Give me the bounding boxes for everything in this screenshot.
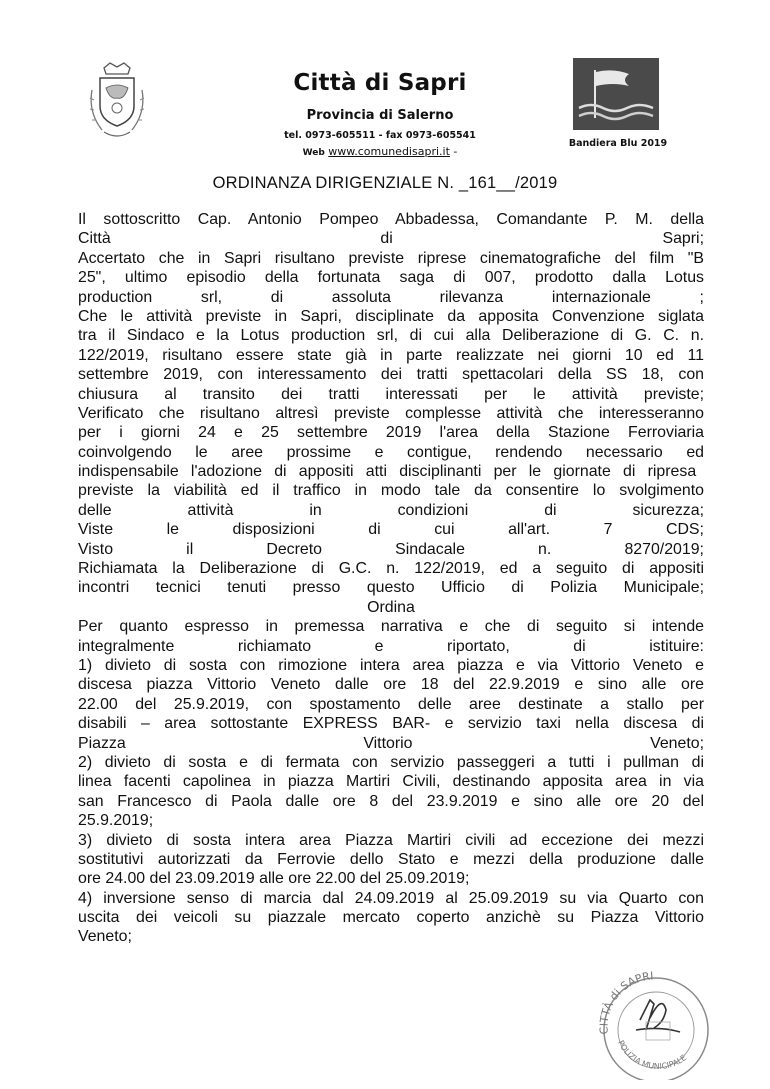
web-line [240,145,520,158]
text-segment: delle [78,501,112,519]
text-segment: Accertato che in Sapri risultano previste riprese cinematografiche del film "B [78,249,704,267]
text-line [78,656,704,675]
text-segment: di [573,637,586,655]
text-segment: Veneto; [650,734,704,752]
text-segment: indispensabile l'adozione di appositi atti disciplinanti per le giornate di ripresa [78,463,697,481]
text-line [78,385,704,404]
text-segment: Per quanto espresso in premessa narrativa e che di seguito si intende [78,618,704,636]
text-segment: disabili – area sottostante EXPRESS BAR- e servizio taxi nella discesa di [78,715,704,733]
text-line [78,365,704,384]
text-segment: 3) divieto di sosta intera area Piazza Martiri civili ad eccezione dei mezzi [78,831,704,849]
text-segment: Richiamata la Deliberazione di G.C. n. 122/2019, ed a seguito di appositi [78,560,704,578]
text-line [78,714,704,733]
stamp-text-bottom: POLIZIA MUNICIPALE [616,1038,689,1072]
text-line [78,501,704,520]
province-label: Provincia di Salerno [306,108,454,123]
text-segment: rilevanza [439,288,504,306]
text-line [78,753,704,772]
text-segment: 7 [603,521,613,539]
text-segment: Vittorio [363,734,413,752]
text-segment: Piazza [78,734,126,752]
text-line [78,637,704,656]
text-segment: Visto [78,540,114,558]
text-segment: Viste [78,521,114,539]
text-segment: internazionale [551,288,651,306]
text-segment: 25.9.2019; [78,812,154,830]
text-segment: Sapri; [662,230,704,248]
text-line [78,307,704,326]
text-line [78,481,704,500]
text-segment: 25", ultimo episodio della fortunata saga di 007, prodotto dalla Lotus [78,269,704,287]
text-line [78,288,704,307]
text-segment: disposizioni [232,521,315,539]
text-segment: assoluta [331,288,391,306]
text-segment: 1) divieto di sosta con rimozione intera area piazza e via Vittorio Veneto e [78,656,704,674]
text-segment: previste la viabilità ed il traffico in modo tale da consentire lo svolgimento [78,482,704,500]
text-line [78,210,704,229]
text-segment: condizioni [397,501,469,519]
text-segment: uscita dei veicoli su piazzale mercato coperto anzichè su Piazza Vittorio [78,909,704,927]
web-suffix: - [453,145,458,158]
text-line [78,811,704,830]
text-segment: sicurezza; [632,501,704,519]
text-segment: Veneto; [78,928,132,946]
text-line [78,869,704,888]
text-line [78,249,704,268]
city-crest-icon [86,60,148,144]
text-line [78,831,704,850]
text-segment: cui [434,521,455,539]
text-segment: Che le attività previste in Sapri, disciplinate da apposita Convenzione siglata [78,307,704,325]
text-segment: e [374,637,384,655]
text-line [78,229,704,248]
municipal-stamp [580,960,720,1080]
text-line [78,850,704,869]
text-line [78,675,704,694]
text-segment: CDS; [665,521,704,539]
text-line [78,268,704,287]
text-line [78,443,704,462]
text-segment: il [186,540,194,558]
text-segment: Decreto [266,540,322,558]
text-segment: 122/2019, risultano essere state già in parte realizzate nei giorni 10 ed 11 [78,346,704,364]
text-line [78,540,704,559]
text-line [78,927,704,946]
website-link[interactable]: www.comunedisapri.it [328,145,450,158]
text-line [78,772,704,791]
text-segment: di [270,288,284,306]
text-segment: chiusura al transito dei tratti interessati per le attività previste; [78,385,704,403]
text-line [78,346,704,365]
text-segment: Sindacale [395,540,465,558]
text-segment: richiamato [237,637,312,655]
text-line [78,792,704,811]
text-line [78,695,704,714]
text-segment: Ordina [367,598,415,616]
letterhead [240,70,520,158]
text-segment: Verificato che risultano altresì previste complesse attività che interesseranno [78,404,704,422]
text-segment: Il sottoscritto Cap. Antonio Pompeo Abbadessa, Comandante P. M. della [78,211,704,228]
text-line [78,908,704,927]
text-segment: 22.00 del 25.9.2019, con spostamento delle aree destinate a stallo per [78,695,704,713]
text-segment: 2) divieto di sosta e di fermata con servizio passeggeri a tutti i pullman di [78,753,704,771]
text-line [78,559,704,578]
text-line [78,520,704,539]
signature [636,1000,680,1032]
text-line [78,617,704,636]
text-line [78,578,704,597]
text-line [78,889,704,908]
text-segment: le [166,521,179,539]
blue-flag-logo [573,58,659,130]
text-segment: di [544,501,557,519]
text-segment: per i giorni 24 e 25 settembre 2019 l'area della Stazione Ferroviaria [78,424,704,442]
text-segment: n. [538,540,552,558]
web-prefix: Web [302,148,325,158]
text-segment: in [309,501,322,519]
text-segment: istituire: [649,637,704,655]
text-line [78,423,704,442]
city-title: Città di Sapri [293,70,467,96]
text-segment: all'art. [508,521,550,539]
text-segment: di [368,521,381,539]
text-segment: coinvolgendo le aree prossime e contigue, rendendo necessario ed [78,443,704,461]
text-segment: attività [187,501,234,519]
text-line [78,462,704,481]
text-segment: linea facenti capolinea in piazza Martiri Civili, destinando apposita area in via [78,773,704,791]
text-line [78,598,704,617]
text-segment: tra il Sindaco e la Lotus production srl, di cui alla Deliberazione di G. C. n. [78,327,704,345]
text-segment: di [380,230,393,248]
text-segment: incontri tecnici tenuti presso questo Ufficio di Polizia Municipale; [78,579,704,597]
stamp-text-top: CITTÀ di SAPRI [597,969,654,1035]
text-line [78,734,704,753]
text-segment: srl, [200,288,223,306]
blue-flag-icon [573,58,659,130]
text-segment: discesa piazza Vittorio Veneto dalle ore 18 del 22.9.2019 e sino alle ore [78,676,704,694]
text-line [78,404,704,423]
text-segment: 4) inversione senso di marcia dal 24.09.2019 al 25.09.2019 su via Quarto con [78,889,704,907]
text-segment: settembre 2019, con interessamento dei tratti spettacolari della SS 18, con [78,366,704,384]
text-segment: sostitutivi autorizzati da Ferrovie dello Stato e mezzi della produzione dalle [78,850,704,868]
text-segment: Città [78,230,111,248]
text-segment: 8270/2019; [624,540,704,558]
text-segment: riportato, [447,637,510,655]
flag-caption: Bandiera Blu 2019 [568,138,668,149]
text-segment: ; [699,288,704,306]
ordinance-body [78,210,704,947]
text-segment: san Francesco di Paola dalle ore 8 del 23.9.2019 e sino alle ore 20 del [78,792,704,810]
contact-phones: tel. 0973-605511 - fax 0973-605541 [284,130,476,141]
ordinance-title: ORDINANZA DIRIGENZIALE N. _161__/2019 [212,174,558,192]
text-segment: production [78,288,153,306]
text-line [78,326,704,345]
text-segment: ore 24.00 del 23.09.2019 alle ore 22.00 del 25.09.2019; [78,870,470,888]
text-segment: integralmente [78,637,175,655]
